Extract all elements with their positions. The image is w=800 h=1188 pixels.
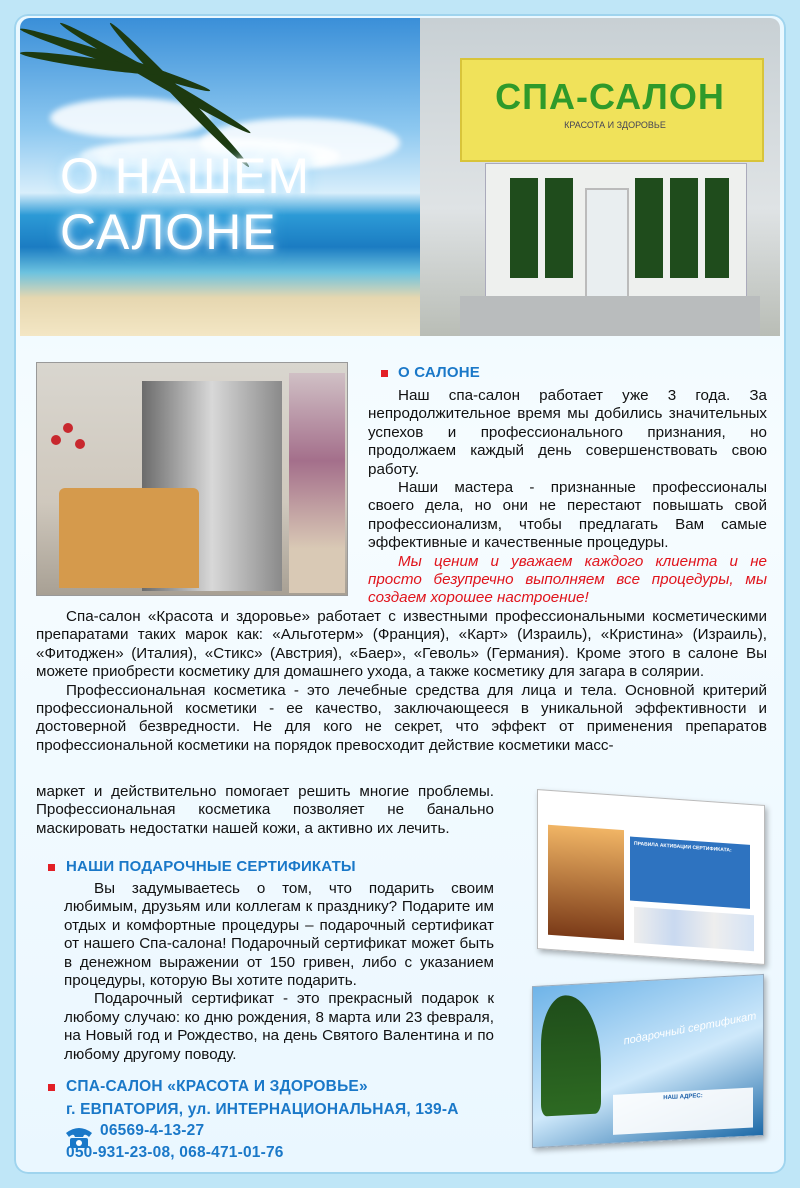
contact-phone-1: 06569-4-13-27 [100,1122,205,1139]
about-paragraph-brands: Спа-салон «Красота и здоровье» работает с известными профессиональными косметическими препаратами таких марок как: «Альготерм» (Франция), «Карт» (Израиль), «Кристина» (Израиль), «Фитоджен» (Италия), «Стикс» (Австрия), «Баер», «Геволь» (Германия). Кроме этого в салоне Вы можете приобрести косметику для домашнего ухода, а также косметику для загара в солярии. [36,608,767,681]
title-line-2: САЛОНЕ [60,204,277,260]
card-rules-title: ПРАВИЛА АКТИВАЦИИ СЕРТИФИКАТА: [634,840,732,854]
page-title [60,148,360,260]
about-paragraph-cosmetics: Профессиональная косметика - это лечебные средства для лица и тела. Основной критерий профессиональной косметики - ее качество, заключающееся в уникальной эффективности и достоверной безвредности. Не для кого не секрет, что эффект от применения препаратов профессиональной косметики на порядок превосходит действие косметики масс- [36,681,767,754]
about-text-block [368,387,767,608]
brands-text-block [36,608,767,755]
about-paragraph-cosmetics-end: маркет и действительно помогает решить многие проблемы. Профессиональная косметика позволяет не банально маскировать недостатки нашей кожи, а активно их лечить. [36,783,494,837]
certificates-paragraph-2: Подарочный сертификат - это прекрасный подарок к любому случаю: ко дню рождения, 8 марта или 23 февраля, на Новый год и Рождество, на день Святого Валентина и по любому другому поводу. [64,990,494,1063]
certificates-paragraph-1: Вы задумываетесь о том, что подарить своим любимым, друзьям или коллегам к празднику? Подарите им отдых и комфортные процедуры – подарочный сертификат от нашего Спа-салона! Подарочный сертификат может быть в денежном выражении от 150 гривен, либо с указанием процедуры, которую Вы хотите подарить. [64,880,494,990]
card-script-text: подарочный сертификат [622,1010,758,1048]
bullet-icon [381,370,388,377]
header-banner [20,18,780,336]
bullet-icon [48,864,55,871]
certificates-heading: НАШИ ПОДАРОЧНЫЕ СЕРТИФИКАТЫ [66,858,356,875]
about-slogan: Мы ценим и уважаем каждого клиента и не просто безупречно выполняем все процедуры, мы создаем хорошее настроение! [368,552,767,607]
contact-phone-2: 050-931-23-08, 068-471-01-76 [66,1144,284,1161]
certificate-card-front [537,789,765,965]
card-address-title: НАШ АДРЕС: [663,1093,703,1102]
title-line-1: О НАШЕМ [60,148,311,204]
contact-address: г. ЕВПАТОРИЯ, ул. ИНТЕРНАЦИОНАЛЬНАЯ, 139-А [66,1101,459,1118]
salon-sign: СПА-САЛОН [495,76,725,117]
about-paragraph-2: Наши мастера - признанные профессионалы своего дела, но они не перестают повышать свой профессионализм, чтобы предлагать Вам самые эффективные и качественные процедуры. [368,479,767,552]
reception-photo [36,362,348,596]
salon-building-image [420,18,780,336]
cosmetics-text-continued [36,783,494,838]
about-paragraph-1: Наш спа-салон работает уже 3 года. За непродолжительное время мы добились значительных успехов и профессионального признания, но продолжаем каждый день совершенствовать свою работу. [368,387,767,478]
certificate-card-back [532,974,764,1148]
certificates-text-block [64,880,494,1064]
contact-salon-name: СПА-САЛОН «КРАСОТА И ЗДОРОВЬЕ» [66,1078,368,1095]
about-heading: О САЛОНЕ [398,364,480,381]
salon-sign-subtitle: КРАСОТА И ЗДОРОВЬЕ [564,120,666,130]
bullet-icon [48,1084,55,1091]
